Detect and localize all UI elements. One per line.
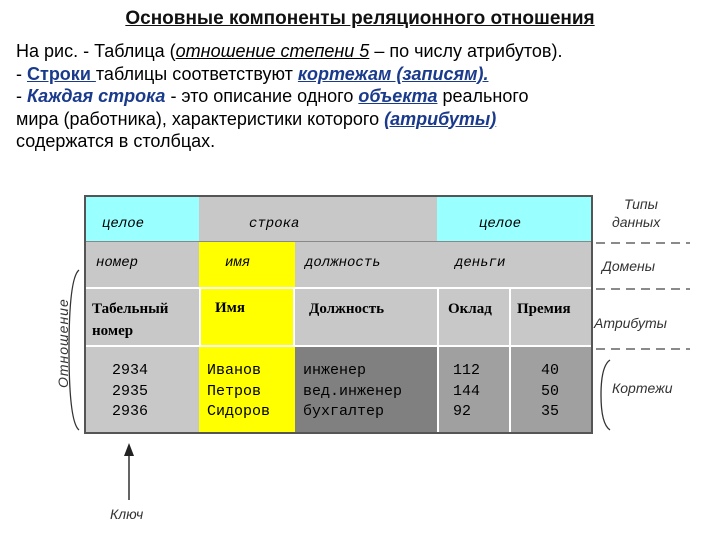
degree-term: отношение степени 5	[175, 41, 370, 61]
attr-cell-salary: Оклад	[437, 287, 509, 345]
type-cell-integer-1: целое	[86, 197, 199, 241]
label-key: Ключ	[110, 506, 144, 522]
label-data-types: Типы данных	[612, 196, 661, 230]
page-title: Основные компоненты реляционного отношения	[125, 8, 595, 29]
attr-cell-name: Имя	[199, 287, 295, 345]
attr-cell-bonus: Премия	[509, 287, 591, 345]
salary-values: 112 144 92	[453, 362, 481, 420]
domain-cell-name: имя	[199, 241, 295, 287]
object-term: объекта	[358, 86, 438, 106]
domain-cell-position: должность	[295, 241, 437, 287]
label-tuples: Кортежи	[612, 380, 673, 396]
label-attributes: Атрибуты	[594, 315, 667, 331]
label-domains: Домены	[602, 258, 656, 274]
tuples-term: кортежам (записям).	[297, 63, 489, 84]
paragraph-line-2: - Строки таблицы соответствуют кортежам (записям).	[16, 63, 489, 84]
type-cell-string: строка	[199, 197, 437, 241]
attr-tab-number: Табельный номер	[92, 301, 169, 339]
name-values: Иванов Петров Сидоров	[207, 362, 271, 420]
type-cell-integer-2: целое	[437, 197, 591, 241]
position-values: инженер вед.инженер бухгалтер	[303, 362, 403, 420]
bonus-values: 40 50 35	[541, 362, 560, 420]
paragraph-line-3: - Каждая строка - это описание одного объекта реального	[16, 86, 529, 106]
domain-cell-number: номер	[86, 241, 199, 287]
paragraph-line-1: На рис. - Таблица (отношение степени 5 – по числу атрибутов).	[16, 41, 563, 61]
paragraph-line-5: содержатся в столбцах.	[16, 131, 216, 151]
domain-cell-money: деньги	[437, 241, 591, 287]
rows-term: Строки	[27, 63, 96, 84]
each-row-term: Каждая строка	[27, 86, 166, 106]
paragraph-line-4: мира (работника), характеристики которого (атрибуты)	[16, 108, 497, 129]
attributes-term: (атрибуты)	[384, 108, 497, 129]
key-arrow-head	[124, 443, 134, 456]
tab-number-values: 2934 2935 2936	[112, 362, 149, 420]
label-relation: Отношение	[55, 298, 71, 388]
attr-cell-position: Должность	[295, 287, 437, 345]
tuples-bracket	[601, 360, 610, 430]
